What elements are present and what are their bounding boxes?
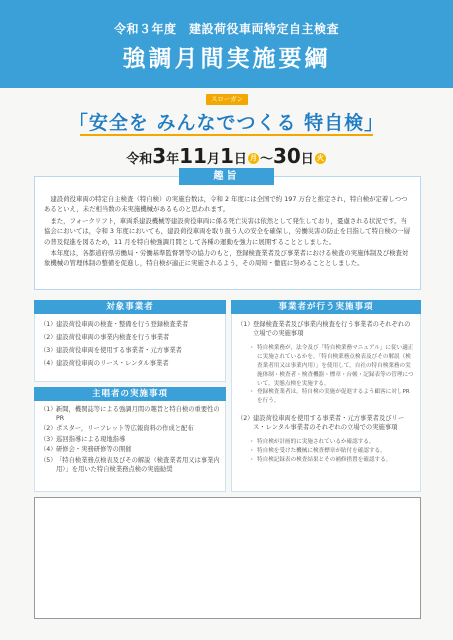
period-year-unit: 年 <box>166 152 180 167</box>
item-text: 建設荷役車両の事業内検査を行う事業者 <box>56 334 170 341</box>
sub-item: ・ 特自検記録表の検査結果とその補修措置を確認する。 <box>249 456 415 465</box>
blank-notes-box <box>34 497 421 619</box>
campaign-period <box>0 144 453 168</box>
item-text: 「特自検業務点検表及びその解説（検査業者用又は事業内用）」を用いた特自検業務点検の実施勧奨 <box>56 456 220 473</box>
target-businesses-heading: 対象事業者 <box>34 300 226 314</box>
start-weekday-badge: 月 <box>249 154 257 162</box>
period-end-day-unit: 日 <box>300 152 314 167</box>
page-title: 強調月間実施要綱 <box>122 46 331 72</box>
sub-item-text: 特自検業務が，法令及び「特自検業務マニュアル」に従い適正に実施されているかを，「特自検業務点検表及びその解説（検査業者用又は事業内用）」を使用して，自社の特自検業務の実施体制・検査者・検査機器・標章・台帳・記録表等の管理について，実態点検を実施する。 <box>257 345 414 387</box>
item-number: （1） <box>40 321 57 328</box>
item-number: （1） <box>237 321 254 328</box>
list-item <box>40 436 220 445</box>
list-item <box>40 406 220 423</box>
list-item <box>40 333 220 343</box>
period-end-day: 30 <box>272 144 301 168</box>
list-item <box>40 457 220 474</box>
item-text: ポスター，リーフレット等広報資料の作成と配布 <box>56 425 194 433</box>
banner-subtitle: 令和３年度 建設荷役車両特定自主検査 <box>113 22 339 36</box>
item-number: （4） <box>40 360 57 367</box>
sub-item: ・ 特自検を受けた機械に検査標章が貼付を確認する。 <box>249 447 415 456</box>
end-weekday-badge: 火 <box>316 154 324 162</box>
sub-item: ・ 登録検査業者は，特自検の実施が促進するよう顧客に対しPRを行う。 <box>249 388 415 406</box>
title-banner <box>0 0 453 88</box>
list-item <box>40 359 220 369</box>
sub-item-text: 特自検を受けた機械に検査標章が貼付を確認する。 <box>257 448 386 455</box>
period-year: 3 <box>152 144 167 168</box>
sub-item: ・ 特自検業務が，法令及び「特自検業務マニュアル」に従い適正に実施されているかを，「特自検業務点検表及びその解説（検査業者用又は事業内用）」を使用して，自社の特自検業務の実施体制・検査者・検査機器・標章・台帳・記録表等の管理について，実態点検を実施する。 <box>249 345 414 387</box>
slogan-underline <box>80 134 373 136</box>
period-era: 令和 <box>126 152 153 167</box>
item-number: （4） <box>40 446 57 454</box>
item-number: （2） <box>237 414 254 422</box>
list-item <box>40 346 220 356</box>
list-item <box>40 446 220 455</box>
item-number: （2） <box>40 425 57 433</box>
business-actions-list <box>237 320 415 465</box>
purpose-text <box>44 194 412 269</box>
item-number: （3） <box>40 435 57 443</box>
period-day-unit: 日 <box>233 152 247 167</box>
sub-item-text: 特自検記録表の検査結果とその補修措置を確認する。 <box>257 456 392 463</box>
sponsor-actions-list <box>40 406 220 474</box>
item-text: 巡回指導による現地指導 <box>56 435 126 443</box>
item-number: （3） <box>40 347 57 354</box>
item-text: 新聞，機関誌等による強調月間の趣旨と特自検の重要性のPR <box>56 406 220 422</box>
slogan-text: 「安全を みんなでつくる 特自検」 <box>68 112 385 134</box>
period-tilde: ～ <box>259 152 273 167</box>
business-actions-heading: 事業者が行う実施事項 <box>231 300 421 314</box>
item-number: （2） <box>40 334 57 341</box>
purpose-paragraph: 建設荷役車両の特定自主検査（特自検）の実施台数は，令和 2 年度には全国で約 197 万台と推定され，特自検が定着しつつあるといえ，未だ相当数の未実施機械があるものと思われます。 <box>44 195 408 214</box>
item-text: 建設荷役車両のリース・レンタル事業者 <box>56 360 169 367</box>
period-month-unit: 月 <box>206 152 220 167</box>
slogan-tag: スローガン <box>206 94 248 105</box>
list-item <box>237 414 415 432</box>
period-start-month: 11 <box>179 144 207 168</box>
list-item <box>40 320 220 330</box>
list-item <box>40 425 220 434</box>
purpose-heading: 趣旨 <box>179 168 274 185</box>
sponsor-actions-heading: 主唱者の実施事項 <box>34 387 226 401</box>
period-start-day: 1 <box>220 144 234 168</box>
sub-list <box>237 344 415 406</box>
item-text: 建設荷役車両の検査・整備を行う登録検査業者 <box>56 321 189 328</box>
sub-item-text: 特自検が計画的に実施されているか確認する。 <box>257 439 375 446</box>
sub-item-text: 登録検査業者は，特自検の実施が促進するよう顧客に対しPRを行う。 <box>257 389 410 405</box>
list-item <box>237 320 415 338</box>
item-text: 建設荷役車両を使用する事業者・元方事業者及びリース・レンタル事業者のそれぞれの立場での実施事項 <box>253 414 405 432</box>
target-businesses-list <box>40 320 220 369</box>
item-number: （5） <box>40 456 57 464</box>
purpose-paragraph: また，フォークリフト，車両系建設機械等建設荷役車両に係る死亡災害は依然として発生しており，憂慮される状況です。当協会においては，令和 3 年度においても，建設荷役車両を取り扱う人の安全を確保し，労働災害の防止を目指して特自検の一層の普及促進を図るため，11 月を特自検強調月間として各種の運動を強力に展開することとしました。 <box>44 216 411 246</box>
sub-list <box>237 438 415 464</box>
item-number: （1） <box>40 406 57 413</box>
sub-item: ・ 特自検が計画的に実施されているか確認する。 <box>249 438 415 447</box>
purpose-paragraph: 本年度は，各都道府県労働局・労働基準監督署等の協力のもと，登録検査業者及び事業者における検査の実施体制及び検査対象機械の管理体制の整備を促進し，特自検が適正に実施されるよう，その周知・徹底に努めることとしました。 <box>44 249 409 268</box>
item-text: 建設荷役車両を使用する事業者・元方事業者 <box>56 347 182 354</box>
item-text: 登録検査業者及び事業内検査を行う事業者のそれぞれの立場での実施事項 <box>253 321 411 338</box>
item-text: 研修会・実務研修等の開催 <box>56 446 132 454</box>
